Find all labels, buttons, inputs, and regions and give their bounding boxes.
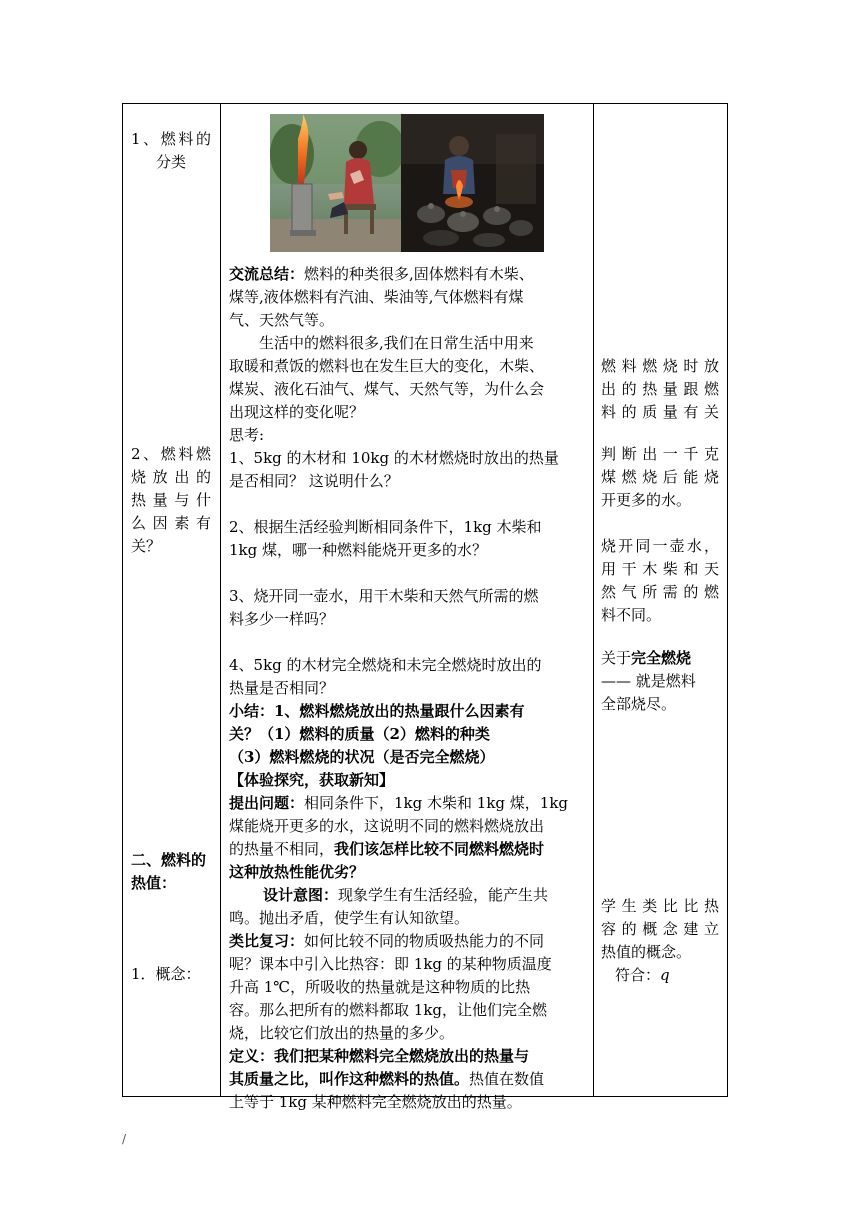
definition-line — [229, 1045, 586, 1068]
analogy-label: 类比复习： — [229, 932, 305, 950]
question-2-line: 1kg 煤，哪一种燃料能烧开更多的水？ — [229, 541, 488, 559]
summary-text: 燃料的种类很多,固体燃料有木柴、 — [304, 265, 534, 283]
design-line: 鸣。抛出矛盾，使学生有认知欲望。 — [229, 909, 470, 927]
left-text-line: 关？ — [131, 537, 162, 555]
note-line: 料的质量有关 — [601, 403, 719, 421]
problem-line: 煤能烧开更多的水，这说明不同的燃料燃烧放出 — [229, 817, 545, 835]
column-divider-1 — [220, 103, 221, 1097]
note-kettle — [601, 535, 719, 627]
analogy-line — [229, 930, 586, 953]
middle-content — [229, 263, 586, 1114]
note-line: —— 就是燃料 — [601, 672, 696, 690]
paragraph-line: 取暖和煮饭的燃料也在发生巨大的变化，木柴、 — [229, 357, 545, 375]
left-text-line: 烧放出的 — [131, 468, 211, 486]
question-2-line: 2、根据生活经验判断相同条件下，1kg 木柴和 — [229, 518, 542, 536]
note-line: 然气所需的燃 — [601, 583, 719, 601]
photo-indoor-kitchen-graphic — [401, 114, 544, 252]
note-line: 烧开同一壶水， — [601, 537, 719, 555]
explore-title: 【体验探究，获取新知】 — [229, 771, 395, 789]
left-text-line: 1、燃料的 — [131, 130, 211, 148]
paragraph-line: 生活中的燃料很多,我们在日常生活中用来 — [259, 334, 534, 352]
problem-label: 提出问题： — [229, 794, 305, 812]
note-complete-combustion — [601, 647, 719, 716]
summary-line: 气、天然气等。 — [229, 311, 335, 329]
problem-line — [229, 792, 586, 815]
design-line — [229, 884, 586, 907]
problem-emphasis: 我们该怎样比较不同燃料燃烧时 — [334, 840, 545, 858]
note-line: 出的热量跟燃 — [601, 380, 719, 398]
analogy-text: 如何比较不同的物质吸热能力的不同 — [304, 932, 545, 950]
photo-indoor-kitchen — [401, 114, 544, 252]
left-text-line: 1．概念： — [131, 965, 201, 983]
question-1-line: 是否相同？ 这说明什么？ — [229, 472, 399, 490]
symbol-q: q — [660, 966, 670, 984]
note-line: 全部烧尽。 — [601, 695, 677, 713]
question-3-line: 料多少一样吗？ — [229, 610, 335, 628]
note-heating-value — [601, 895, 719, 987]
question-4-line: 4、5kg 的木材完全燃烧和未完全燃烧时放出的 — [229, 656, 542, 674]
problem-line: 这种放热性能优劣？ — [229, 863, 365, 881]
problem-line — [229, 838, 586, 861]
definition-line — [229, 1068, 586, 1091]
section-fuel-classification — [131, 128, 211, 174]
note-text: 关于 — [601, 649, 632, 667]
note-mass — [601, 355, 719, 424]
note-line: 开更多的水。 — [601, 491, 692, 509]
section-heating-value — [131, 849, 216, 895]
note-line: 学生类比比热 — [601, 897, 719, 915]
note-coal — [601, 443, 719, 512]
note-line: 燃料燃烧时放 — [601, 357, 719, 375]
column-divider-2 — [593, 103, 594, 1097]
note-line: 判断出一千克 — [601, 445, 719, 463]
summary-label: 交流总结： — [229, 265, 305, 283]
photo-outdoor-stove — [270, 114, 401, 252]
left-heading-line: 热值： — [131, 874, 177, 892]
page-footer-mark: / — [122, 1132, 127, 1146]
paragraph-line: 煤炭、液化石油气、煤气、天然气等，为什么会 — [229, 380, 545, 398]
definition-emphasis: 其质量之比，叫作这种燃料的热值。 — [229, 1070, 470, 1088]
note-line: 热值的概念。 — [601, 943, 692, 961]
left-text-line: 么因素有 — [131, 514, 211, 532]
analogy-line: 呢？课本中引入比热容：即 1kg 的某种物质温度 — [229, 955, 552, 973]
conclusion-line: （3）燃料燃烧的状况（是否完全燃烧） — [229, 748, 495, 766]
photo-outdoor-stove-graphic — [270, 114, 401, 252]
note-line: 料不同。 — [601, 606, 662, 624]
note-line: 煤燃烧后能烧 — [601, 468, 719, 486]
summary-line: 煤等,液体燃料有汽油、柴油等,气体燃料有煤 — [229, 288, 524, 306]
section-concept — [131, 963, 216, 986]
question-1-line: 1、5kg 的木材和 10kg 的木材燃烧时放出的热量 — [229, 449, 559, 467]
note-emphasis: 完全燃烧 — [631, 649, 692, 667]
think-label: 思考: — [229, 426, 265, 444]
section-heat-factors — [131, 443, 211, 558]
blank-line — [229, 562, 586, 585]
design-text: 现象学生有生活经验，能产生共 — [338, 886, 549, 904]
definition-text: 我们把某种燃料完全燃烧放出的热量与 — [274, 1047, 530, 1065]
analogy-line: 烧，比较它们放出的热量的多少。 — [229, 1024, 455, 1042]
problem-text: 相同条件下，1kg 木柴和 1kg 煤，1kg — [304, 794, 569, 812]
conclusion-line: 小结：1、燃料燃烧放出的热量跟什么因素有 — [229, 702, 525, 720]
symbol-label: 符合： — [615, 966, 661, 984]
problem-text: 的热量不相同， — [229, 840, 335, 858]
left-text-line: 热量与什 — [131, 491, 211, 509]
blank-line — [229, 631, 586, 654]
note-line — [601, 647, 719, 670]
note-line: 用干木柴和天 — [601, 560, 719, 578]
analogy-line: 容。那么把所有的燃料都取 1kg，让他们完全燃 — [229, 1001, 548, 1019]
note-line: 容的概念建立 — [601, 920, 719, 938]
summary-line — [229, 263, 586, 286]
analogy-line: 升高 1℃，所吸收的热量就是这种物质的比热 — [229, 978, 531, 996]
note-line — [601, 964, 719, 987]
design-label: 设计意图： — [263, 886, 339, 904]
question-3-line: 3、烧开同一壶水，用干木柴和天然气所需的燃 — [229, 587, 539, 605]
left-text-line: 分类 — [155, 153, 186, 171]
question-4-line: 热量是否相同？ — [229, 679, 335, 697]
left-text-line: 2、燃料燃 — [131, 445, 211, 463]
paragraph-line: 出现这样的变化呢？ — [229, 403, 365, 421]
conclusion-line: 关？（1）燃料的质量（2）燃料的种类 — [229, 725, 490, 743]
blank-line — [229, 493, 586, 516]
definition-line: 上等于 1kg 某种燃料完全燃烧放出的热量。 — [229, 1093, 522, 1111]
definition-text: 热值在数值 — [469, 1070, 545, 1088]
left-heading-line: 二、燃料的 — [131, 851, 207, 869]
definition-label: 定义： — [229, 1047, 275, 1065]
